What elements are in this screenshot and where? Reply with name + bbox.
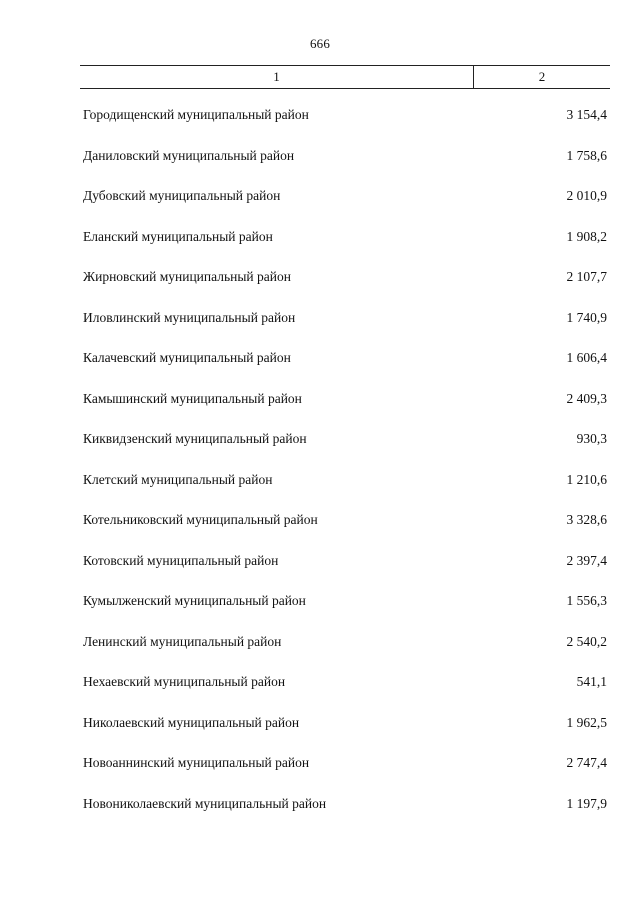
district-value: 1 556,3: [566, 593, 607, 608]
district-value: 1 197,9: [566, 795, 607, 811]
district-name: Котельниковский муниципальный район: [83, 512, 318, 527]
table-row: [80, 472, 607, 513]
district-value: 1 210,6: [566, 471, 607, 487]
table-row: [80, 350, 607, 391]
district-value: 541,1: [576, 674, 607, 689]
district-name: Камышинский муниципальный район: [83, 390, 302, 406]
table-row: [80, 512, 607, 553]
table-row: [80, 188, 607, 229]
district-name: Жирновский муниципальный район: [83, 269, 291, 284]
district-name: Николаевский муниципальный район: [83, 714, 300, 730]
district-value: 2 540,2: [566, 633, 607, 649]
district-name: Ленинский муниципальный район: [83, 633, 282, 649]
table-row: [80, 391, 607, 432]
district-name: Иловлинский муниципальный район: [83, 309, 296, 325]
table-row: [80, 674, 607, 715]
table-row: [80, 269, 607, 310]
table-row: [80, 107, 607, 148]
district-name: Котовский муниципальный район: [83, 552, 279, 568]
table-row: [80, 593, 607, 634]
table-header: [80, 65, 610, 89]
district-name: Кумылженский муниципальный район: [83, 593, 306, 608]
district-value: 1 908,2: [566, 228, 607, 244]
district-value: 930,3: [576, 431, 607, 446]
district-name: Новониколаевский муниципальный район: [83, 795, 327, 811]
page-number: 666: [309, 36, 331, 51]
district-name: Новоаннинский муниципальный район: [83, 755, 310, 770]
district-value: 1 606,4: [566, 350, 607, 365]
district-value: 1 740,9: [566, 309, 607, 325]
district-name: Дубовский муниципальный район: [83, 188, 281, 203]
district-value: 2 010,9: [566, 188, 607, 203]
table-row: [80, 229, 607, 270]
header-bottom-rule: [80, 88, 610, 89]
table-row: [80, 148, 607, 189]
district-name: Городищенский муниципальный район: [83, 107, 309, 122]
district-value: 1 758,6: [566, 147, 607, 163]
column-header-2: 2: [538, 69, 546, 84]
district-name: Клетский муниципальный район: [83, 471, 273, 487]
district-value: 3 154,4: [566, 107, 607, 122]
district-name: Киквидзенский муниципальный район: [83, 431, 307, 446]
table-row: [80, 755, 607, 796]
table-row: [80, 310, 607, 351]
district-name: Даниловский муниципальный район: [83, 147, 295, 163]
column-header-1: 1: [273, 69, 280, 84]
table-body: [80, 107, 607, 836]
district-value: 2 107,7: [566, 269, 607, 284]
district-name: Еланский муниципальный район: [83, 228, 273, 244]
district-value: 2 397,4: [566, 552, 607, 568]
table-row: [80, 715, 607, 756]
district-value: 2 747,4: [566, 755, 607, 770]
district-name: Нехаевский муниципальный район: [83, 674, 286, 689]
table-row: [80, 553, 607, 594]
table-row: [80, 431, 607, 472]
district-value: 3 328,6: [566, 512, 607, 527]
district-name: Калачевский муниципальный район: [83, 350, 291, 365]
district-value: 1 962,5: [566, 714, 607, 730]
district-value: 2 409,3: [566, 390, 607, 406]
table-row: [80, 796, 607, 837]
header-top-rule: [80, 65, 610, 66]
table-row: [80, 634, 607, 675]
